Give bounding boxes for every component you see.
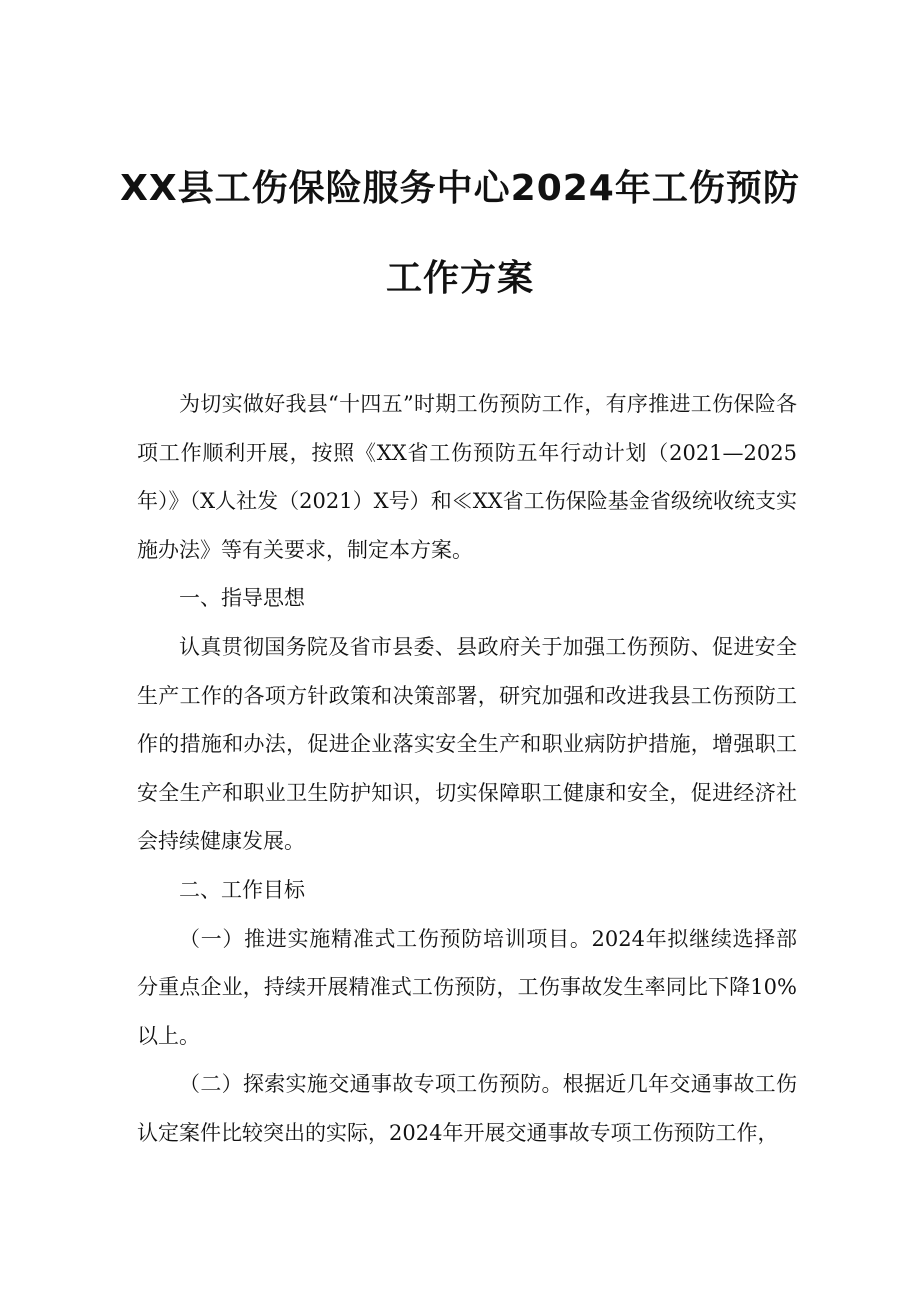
section-heading-work-goals: 二、工作目标 (179, 877, 305, 902)
goal-item-2: （二）探索实施交通事故专项工伤预防。根据近几年交通事故工伤认定案件比较突出的实际，2024年开展交通事故专项工伤预防工作， (137, 1072, 797, 1145)
guiding-ideology-paragraph: 认真贯彻国务院及省市县委、县政府关于加强工伤预防、促进安全生产工作的各项方针政策和决策部署，研究加强和改进我县工伤预防工作的措施和办法，促进企业落实安全生产和职业病防护措施，增强职工安全生产和职业卫生防护知识，切实保障职工健康和安全，促进经济社会持续健康发展。 (137, 634, 797, 854)
document-title-line1: XX县工伤保险服务中心2024年工伤预防 (120, 168, 800, 209)
intro-paragraph: 为切实做好我县“十四五”时期工伤预防工作，有序推进工伤保险各项工作顺利开展，按照《XX省工伤预防五年行动计划（2021—2025年）》（X人社发（2021）X号）和≪XX省工伤保险基金省级统收统支实施办法》等有关要求，制定本方案。 (137, 392, 797, 562)
goal-item-1: （一）推进实施精准式工伤预防培训项目。2024年拟继续选择部分重点企业，持续开展精准式工伤预防，工伤事故发生率同比下降10%以上。 (137, 926, 797, 1048)
section-heading-guiding-ideology: 一、指导思想 (179, 586, 305, 611)
document-body (137, 380, 797, 1158)
document-title-line2: 工作方案 (385, 258, 534, 299)
